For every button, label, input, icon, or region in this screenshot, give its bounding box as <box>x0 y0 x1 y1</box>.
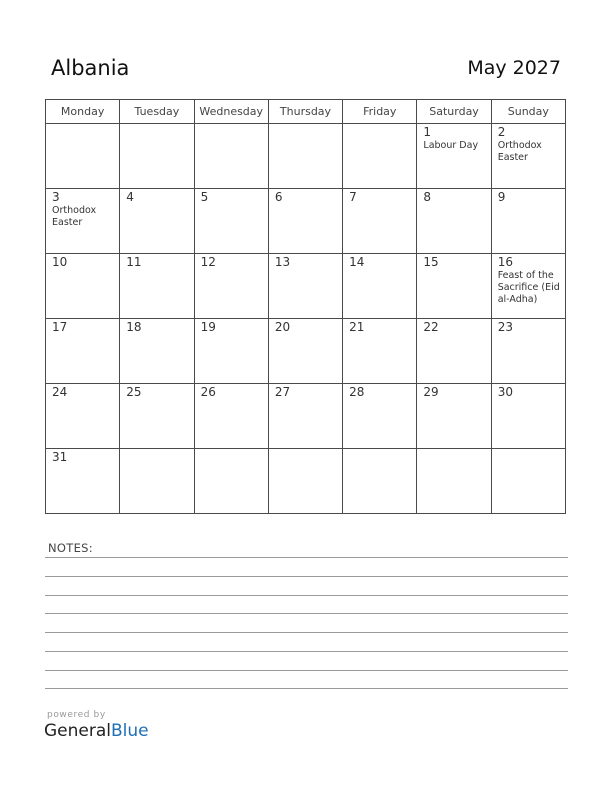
weekday-header: Friday <box>343 100 417 124</box>
day-number: 10 <box>52 255 68 269</box>
day-cell <box>417 449 491 514</box>
day-cell <box>46 124 120 189</box>
day-number <box>269 124 342 126</box>
day-number: 17 <box>52 320 68 334</box>
day-number: 9 <box>497 190 506 204</box>
day-number: 1 <box>423 125 432 139</box>
day-cell <box>194 189 268 254</box>
day-number: 8 <box>423 190 432 204</box>
day-cell <box>194 254 268 319</box>
day-cell <box>46 254 120 319</box>
week-row <box>46 384 566 449</box>
day-number: 7 <box>349 190 357 204</box>
weekday-header: Thursday <box>268 100 342 124</box>
day-number: 2 <box>497 125 506 139</box>
holiday-label: Feast of the Sacrifice (Eid al-Adha) <box>497 270 560 305</box>
day-cell <box>120 189 194 254</box>
day-cell <box>120 384 194 449</box>
day-cell <box>194 319 268 384</box>
note-line <box>45 557 568 558</box>
day-cell <box>491 384 565 449</box>
day-cell <box>268 384 342 449</box>
week-row <box>46 449 566 514</box>
day-number: 25 <box>126 385 142 399</box>
day-number: 22 <box>423 320 439 334</box>
day-cell <box>120 449 194 514</box>
weekday-header: Tuesday <box>120 100 194 124</box>
day-number: 20 <box>274 320 291 334</box>
day-cell <box>491 319 565 384</box>
day-cell <box>417 189 491 254</box>
day-cell <box>343 319 417 384</box>
day-cell <box>268 254 342 319</box>
week-row <box>46 124 566 189</box>
day-number: 21 <box>349 320 365 334</box>
day-cell <box>491 254 565 319</box>
day-number: 24 <box>52 385 68 399</box>
note-line <box>45 651 568 652</box>
week-row <box>46 254 566 319</box>
weekday-header: Saturday <box>417 100 491 124</box>
note-line <box>45 688 568 689</box>
day-number <box>417 449 490 451</box>
day-number <box>46 124 119 126</box>
weekday-header: Wednesday <box>194 100 268 124</box>
day-number: 31 <box>52 450 68 464</box>
day-number: 5 <box>200 190 209 204</box>
day-number <box>195 449 268 451</box>
day-cell <box>120 254 194 319</box>
day-number: 12 <box>200 255 216 269</box>
day-number: 16 <box>497 255 513 269</box>
day-cell <box>343 449 417 514</box>
day-number: 3 <box>52 190 60 204</box>
day-cell <box>343 384 417 449</box>
day-cell <box>417 254 491 319</box>
holiday-label: Orthodox Easter <box>52 205 97 228</box>
day-cell <box>120 319 194 384</box>
day-cell <box>194 384 268 449</box>
holiday-label: Orthodox Easter <box>497 140 542 163</box>
brand-general: General <box>44 721 111 741</box>
day-cell <box>343 254 417 319</box>
weekday-header: Sunday <box>491 100 565 124</box>
day-number: 11 <box>126 255 142 269</box>
day-cell <box>491 189 565 254</box>
generalblue-logo[interactable] <box>44 721 149 741</box>
day-number: 27 <box>274 385 291 399</box>
calendar-grid <box>45 99 566 514</box>
day-number <box>343 449 416 451</box>
day-cell <box>268 189 342 254</box>
day-cell <box>268 449 342 514</box>
weekday-header: Monday <box>46 100 120 124</box>
day-number: 19 <box>200 320 216 334</box>
day-cell <box>491 124 565 189</box>
day-number: 14 <box>349 255 365 269</box>
day-cell <box>46 449 120 514</box>
day-number: 28 <box>349 385 365 399</box>
day-number <box>492 449 565 451</box>
country-title: Albania <box>51 56 130 80</box>
day-number <box>120 449 193 451</box>
day-number: 23 <box>497 320 513 334</box>
day-cell <box>343 124 417 189</box>
note-line <box>45 576 568 577</box>
day-cell <box>46 189 120 254</box>
day-number: 18 <box>126 320 142 334</box>
day-cell <box>46 319 120 384</box>
day-number <box>269 449 342 451</box>
day-number: 6 <box>274 190 283 204</box>
day-cell <box>268 319 342 384</box>
day-number <box>120 124 193 126</box>
day-cell <box>417 319 491 384</box>
day-number: 29 <box>423 385 439 399</box>
day-cell <box>491 449 565 514</box>
notes-label: NOTES: <box>48 541 93 555</box>
powered-by-text: powered by <box>47 710 106 720</box>
holiday-label: Labour Day <box>423 140 479 151</box>
day-number: 13 <box>274 255 291 269</box>
day-number: 4 <box>126 190 134 204</box>
note-line <box>45 670 568 671</box>
day-cell <box>343 189 417 254</box>
day-cell <box>120 124 194 189</box>
day-cell <box>194 124 268 189</box>
day-number: 30 <box>497 385 513 399</box>
day-cell <box>417 124 491 189</box>
day-cell <box>194 449 268 514</box>
note-line <box>45 632 568 633</box>
day-cell <box>268 124 342 189</box>
day-number: 26 <box>200 385 216 399</box>
month-year-title: May 2027 <box>467 57 561 79</box>
day-number: 15 <box>423 255 439 269</box>
day-cell <box>46 384 120 449</box>
weekday-header-row <box>46 100 566 124</box>
note-line <box>45 613 568 614</box>
note-line <box>45 595 568 596</box>
week-row <box>46 189 566 254</box>
week-row <box>46 319 566 384</box>
day-number <box>343 124 416 126</box>
brand-blue: Blue <box>111 721 149 741</box>
day-cell <box>417 384 491 449</box>
day-number <box>195 124 268 126</box>
